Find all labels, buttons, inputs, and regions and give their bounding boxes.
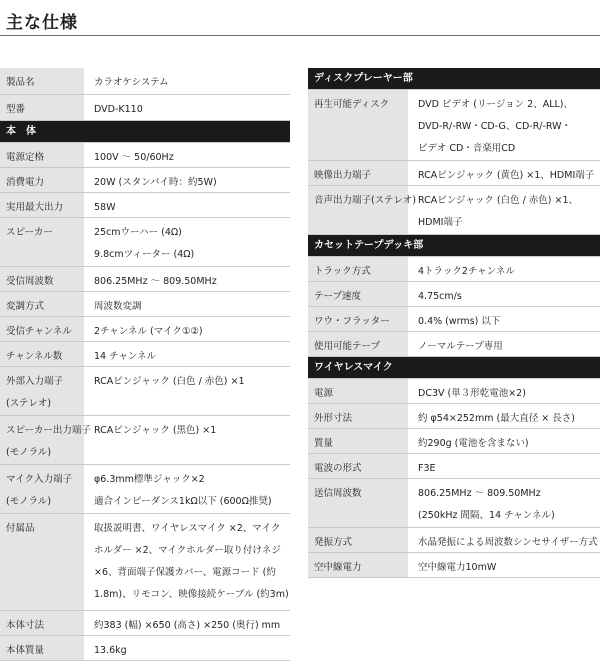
spec-value-line: DVD ビデオ (リージョン 2、ALL)、 xyxy=(418,99,573,110)
spec-label-line: 映像出力端子 xyxy=(314,170,372,181)
spec-label-line: スピーカー xyxy=(6,227,53,238)
spec-value xyxy=(408,454,600,478)
spec-row xyxy=(0,267,290,292)
spec-label xyxy=(0,367,84,415)
spec-value xyxy=(408,257,600,281)
spec-value xyxy=(84,292,290,316)
spec-label-line: チャンネル数 xyxy=(6,351,63,362)
spec-value xyxy=(84,193,290,217)
spec-value-line: DVD-K110 xyxy=(94,104,143,115)
spec-label-line: ワウ・フラッター xyxy=(314,316,390,327)
section-header: 本 体 xyxy=(0,121,290,143)
spec-label xyxy=(0,292,84,316)
spec-row xyxy=(0,514,290,611)
spec-value-line: 13.6kg xyxy=(94,645,127,656)
spec-value-line: ビデオ CD・音楽用CD xyxy=(418,143,516,154)
spec-row xyxy=(308,161,600,186)
spec-value-line: φ6.3mm標準ジャック×2 xyxy=(94,474,205,485)
spec-label xyxy=(0,317,84,341)
spec-label-line: 実用最大出力 xyxy=(6,202,64,213)
spec-value-line: 806.25MHz ～ 809.50MHz xyxy=(94,276,217,287)
spec-label xyxy=(308,379,408,403)
spec-row xyxy=(308,528,600,553)
spec-row xyxy=(0,367,290,416)
spec-label xyxy=(308,307,408,331)
spec-value xyxy=(84,267,290,291)
spec-row xyxy=(0,342,290,367)
spec-row xyxy=(0,317,290,342)
spec-value xyxy=(84,514,290,610)
spec-value xyxy=(84,95,290,120)
spec-label-line: スピーカー出力端子 xyxy=(6,425,91,436)
spec-label xyxy=(308,528,408,552)
spec-row xyxy=(308,553,600,578)
spec-value xyxy=(84,367,290,415)
spec-value xyxy=(408,307,600,331)
spec-value-line: 周波数変調 xyxy=(94,301,142,312)
spec-row xyxy=(308,404,600,429)
spec-row xyxy=(0,465,290,514)
spec-value-line: 2チャンネル (マイク①②) xyxy=(94,326,203,337)
spec-label xyxy=(308,161,408,185)
spec-label-line: 電源定格 xyxy=(6,152,45,163)
spec-value-line: 0.4% (wrms) 以下 xyxy=(418,316,501,327)
spec-row xyxy=(0,218,290,267)
spec-value-line: 9.8cmツィーター (4Ω) xyxy=(94,249,195,260)
spec-value-line: 25cmウーハー (4Ω) xyxy=(94,227,182,238)
spec-value-line: ×6、背面端子保護カバー、電源コード (約 xyxy=(94,567,276,578)
spec-value-line: カラオケシステム xyxy=(94,77,169,88)
spec-label-line: 音声出力端子(ステレオ) xyxy=(314,195,417,206)
spec-value xyxy=(408,553,600,577)
spec-label xyxy=(308,429,408,453)
spec-label xyxy=(0,143,84,167)
spec-label xyxy=(0,218,84,266)
spec-label-line: 受信チャンネル xyxy=(6,326,72,337)
spec-value xyxy=(84,611,290,635)
spec-label-line: (ステレオ) xyxy=(6,398,52,409)
spec-label xyxy=(308,186,417,234)
spec-label-line: 電源 xyxy=(314,388,334,399)
spec-row xyxy=(308,90,600,161)
spec-value-line: F3E xyxy=(418,463,436,474)
spec-label xyxy=(0,95,84,120)
spec-label-line: マイク入力端子 xyxy=(6,474,73,485)
spec-label-line: 電波の形式 xyxy=(314,463,362,474)
spec-label-line: 発振方式 xyxy=(314,537,353,548)
spec-value-line: 空中線電力10mW xyxy=(418,562,497,573)
spec-value-line: 約383 (幅) ×650 (高さ) ×250 (奥行) mm xyxy=(94,620,281,631)
spec-row xyxy=(0,168,290,193)
spec-value-line: HDMI端子 xyxy=(418,217,463,228)
spec-label xyxy=(0,416,91,464)
spec-table-left xyxy=(0,68,290,661)
spec-row xyxy=(308,282,600,307)
spec-value xyxy=(408,528,600,552)
spec-label-line: 製品名 xyxy=(6,77,35,88)
spec-label-line: 型番 xyxy=(6,104,26,115)
spec-label xyxy=(308,332,408,356)
spec-label-line: 使用可能テープ xyxy=(314,341,381,352)
spec-row xyxy=(308,454,600,479)
spec-label xyxy=(308,257,408,281)
spec-label xyxy=(308,90,408,160)
spec-value xyxy=(408,161,600,185)
spec-value xyxy=(408,332,600,356)
spec-value-line: 約290g (電池を含まない) xyxy=(418,438,529,449)
spec-value-line: 4トラック2チャンネル xyxy=(418,266,515,277)
spec-label-line: 再生可能ディスク xyxy=(314,99,390,110)
spec-label xyxy=(308,553,408,577)
spec-value-line: ホルダー ×2、マイクホルダー取り付けネジ xyxy=(94,545,281,556)
spec-value xyxy=(84,143,290,167)
spec-row xyxy=(0,143,290,168)
spec-row xyxy=(0,611,290,636)
spec-value-line: RCAピンジャック (白色 / 赤色) ×1 xyxy=(94,376,245,387)
spec-value xyxy=(84,68,290,94)
spec-label-line: 本体質量 xyxy=(6,645,45,656)
spec-row xyxy=(308,429,600,454)
spec-value xyxy=(408,404,600,428)
spec-label-line: 本体寸法 xyxy=(6,620,45,631)
spec-label-line: (モノラル) xyxy=(6,447,52,458)
spec-label xyxy=(0,342,84,366)
spec-label xyxy=(0,267,84,291)
spec-label-line: トラック方式 xyxy=(314,266,371,277)
spec-label xyxy=(0,611,84,635)
spec-value xyxy=(84,342,290,366)
spec-value-line: 取扱説明書、ワイヤレスマイク ×2、マイク xyxy=(94,523,281,534)
spec-row xyxy=(0,193,290,218)
spec-value xyxy=(408,379,600,403)
spec-table-right xyxy=(308,68,600,578)
spec-value-line: 水晶発振による周波数シンセサイザー方式 xyxy=(418,537,598,548)
spec-value-line: 約 φ54×252mm (最大直径 × 長さ) xyxy=(418,413,575,424)
spec-row xyxy=(308,379,600,404)
spec-value xyxy=(408,282,600,306)
spec-label-line: 外形寸法 xyxy=(314,413,353,424)
spec-label xyxy=(308,282,408,306)
spec-value xyxy=(84,416,290,464)
spec-label-line: 質量 xyxy=(314,438,334,449)
spec-value xyxy=(408,429,600,453)
spec-label xyxy=(0,465,84,513)
spec-value xyxy=(84,168,290,192)
spec-value xyxy=(408,479,600,527)
spec-label-line: 変調方式 xyxy=(6,301,45,312)
spec-label-line: 送信周波数 xyxy=(314,488,362,499)
spec-value-line: RCAピンジャック (白色 / 赤色) ×1、 xyxy=(418,195,579,206)
spec-row xyxy=(308,307,600,332)
spec-row xyxy=(0,292,290,317)
spec-value-line: 適合インピーダンス1kΩ以下 (600Ω推奨) xyxy=(94,496,272,507)
spec-label-line: テープ速度 xyxy=(314,291,362,302)
spec-label xyxy=(0,68,84,94)
spec-row xyxy=(308,332,600,357)
spec-label-line: 消費電力 xyxy=(6,177,45,188)
spec-label xyxy=(308,479,408,527)
title-divider xyxy=(0,35,600,36)
spec-label xyxy=(308,404,408,428)
spec-label-line: 外部入力端子 xyxy=(6,376,64,387)
spec-row xyxy=(308,186,600,235)
spec-label-line: 受信周波数 xyxy=(6,276,54,287)
spec-value-line: 4.75cm/s xyxy=(418,291,462,302)
section-header: ディスクプレーヤー部 xyxy=(308,68,600,90)
spec-value-line: 1.8m)、リモコン、映像接続ケーブル (約3m) xyxy=(94,589,289,600)
spec-label-line: 付属品 xyxy=(6,523,35,534)
spec-label xyxy=(0,514,84,610)
spec-value xyxy=(408,90,600,160)
spec-value-line: ノーマルテープ専用 xyxy=(418,341,503,352)
spec-label xyxy=(0,193,84,217)
spec-value-line: 100V ～ 50/60Hz xyxy=(94,152,174,163)
spec-value xyxy=(84,317,290,341)
spec-value-line: DC3V (単３形乾電池×2) xyxy=(418,388,526,399)
section-header: カセットテープデッキ部 xyxy=(308,235,600,257)
spec-row xyxy=(0,95,290,121)
section-header: ワイヤレスマイク xyxy=(308,357,600,379)
spec-value-line: 806.25MHz ～ 809.50MHz xyxy=(418,488,541,499)
spec-value-line: (250kHz 間隔、14 チャンネル) xyxy=(418,510,555,521)
spec-value xyxy=(408,186,600,234)
spec-label-line: (モノラル) xyxy=(6,496,52,507)
spec-value-line: RCAピンジャック (黄色) ×1、HDMI端子 xyxy=(418,170,595,181)
spec-value-line: RCAピンジャック (黒色) ×1 xyxy=(94,425,217,436)
page-title: 主な仕様 xyxy=(6,13,78,33)
spec-value-line: DVD-R/-RW・CD-G、CD-R/-RW・ xyxy=(418,121,572,132)
spec-value-line: 14 チャンネル xyxy=(94,351,157,362)
spec-row xyxy=(308,479,600,528)
spec-label xyxy=(0,168,84,192)
spec-value-line: 20W (スタンバイ時：約5W) xyxy=(94,177,217,188)
spec-row xyxy=(0,416,290,465)
spec-label xyxy=(308,454,408,478)
spec-label-line: 空中線電力 xyxy=(314,562,362,573)
spec-value xyxy=(84,218,290,266)
spec-value-line: 58W xyxy=(94,202,116,213)
spec-value xyxy=(84,465,290,513)
spec-row xyxy=(0,68,290,95)
spec-row xyxy=(308,257,600,282)
